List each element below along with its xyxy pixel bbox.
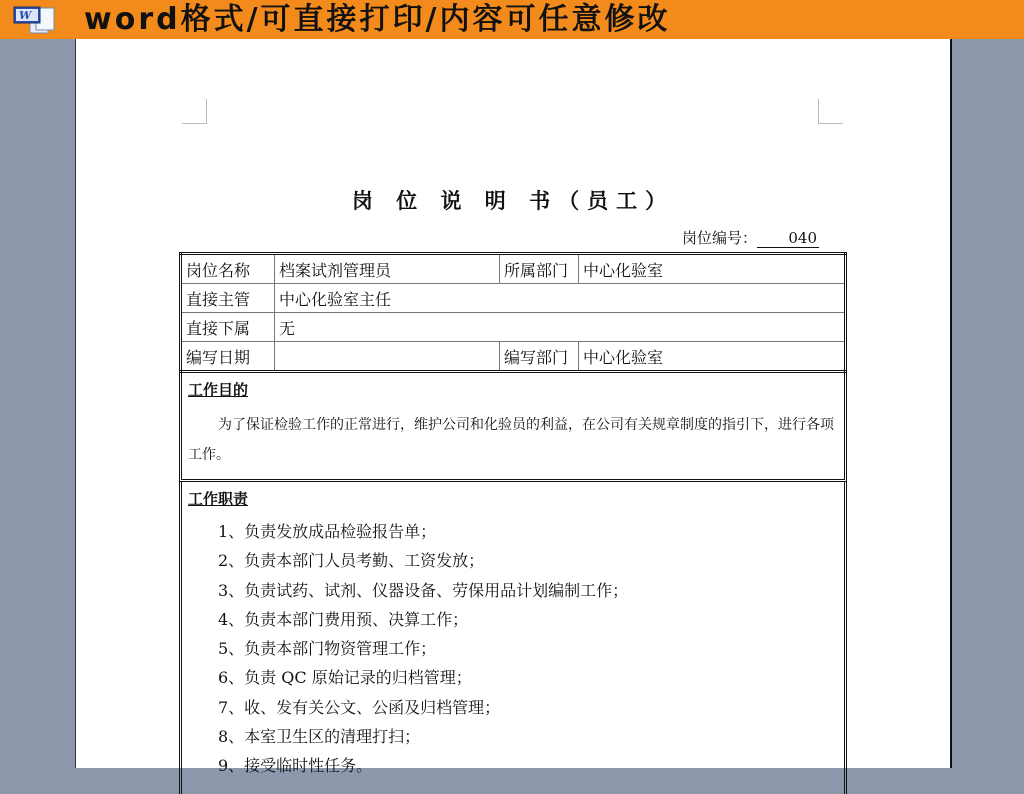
table-row <box>181 284 846 313</box>
table-cell-value: 中心化验室主任 <box>275 284 846 313</box>
post-number <box>682 227 819 248</box>
list-item: 9、接受临时性任务。 <box>218 756 373 776</box>
list-item: 4、负责本部门费用预、决算工作； <box>218 609 469 629</box>
table-cell-value <box>275 342 500 372</box>
crop-mark-top-right <box>818 99 843 124</box>
table-cell-label: 岗位名称 <box>181 254 275 284</box>
table-cell-label: 直接下属 <box>181 313 275 342</box>
workspace-margin-right <box>951 39 1024 768</box>
list-item: 8、本室卫生区的清理打扫； <box>218 727 421 747</box>
crop-mark-top-left <box>182 99 207 124</box>
list-item: 5、负责本部门物资管理工作； <box>218 639 437 659</box>
purpose-text: 为了保证检验工作的正常进行，维护公司和化验员的利益，在公司有关规章制度的指引下，进行各项工作。 <box>188 417 834 463</box>
svg-text:W: W <box>19 9 32 22</box>
table-cell-label: 编写日期 <box>181 342 275 372</box>
post-number-label: 岗位编号： <box>681 229 757 247</box>
list-item: 1、负责发放成品检验报告单； <box>218 522 437 541</box>
list-item: 2、负责本部门人员考勤、工资发放； <box>218 551 485 571</box>
section-heading: 工作目的 <box>188 381 249 399</box>
promo-banner <box>0 0 1024 39</box>
work-duties-section <box>179 482 847 794</box>
work-purpose-section <box>179 373 847 482</box>
table-cell-value: 无 <box>275 313 846 342</box>
document-page <box>75 39 952 776</box>
table-cell-label: 编写部门 <box>500 342 579 372</box>
table-cell-value: 档案试剂管理员 <box>275 254 500 284</box>
section-heading: 工作职责 <box>188 490 249 508</box>
table-cell-label: 所属部门 <box>500 254 579 284</box>
table-row <box>181 254 846 284</box>
duties-list <box>218 517 838 781</box>
table-cell-value: 中心化验室 <box>579 254 846 284</box>
job-description-form <box>179 252 847 794</box>
workspace-margin-left <box>0 39 74 768</box>
post-number-value: 040 <box>757 229 819 248</box>
list-item: 3、负责试药、试剂、仪器设备、劳保用品计划编制工作； <box>218 580 629 600</box>
table-row <box>181 313 846 342</box>
document-title: 岗 位 说 明 书（员工） <box>351 188 675 213</box>
table-cell-label: 直接主管 <box>181 284 275 313</box>
info-table <box>179 252 847 373</box>
banner-text: word格式/可直接打印/内容可任意修改 <box>84 2 671 37</box>
table-row <box>181 342 846 372</box>
word-document-icon <box>10 5 72 35</box>
list-item: 6、负责 QC 原始记录的归档管理； <box>218 668 472 688</box>
table-cell-value: 中心化验室 <box>579 342 846 372</box>
list-item: 7、收、发有关公文、公函及归档管理； <box>218 697 501 717</box>
